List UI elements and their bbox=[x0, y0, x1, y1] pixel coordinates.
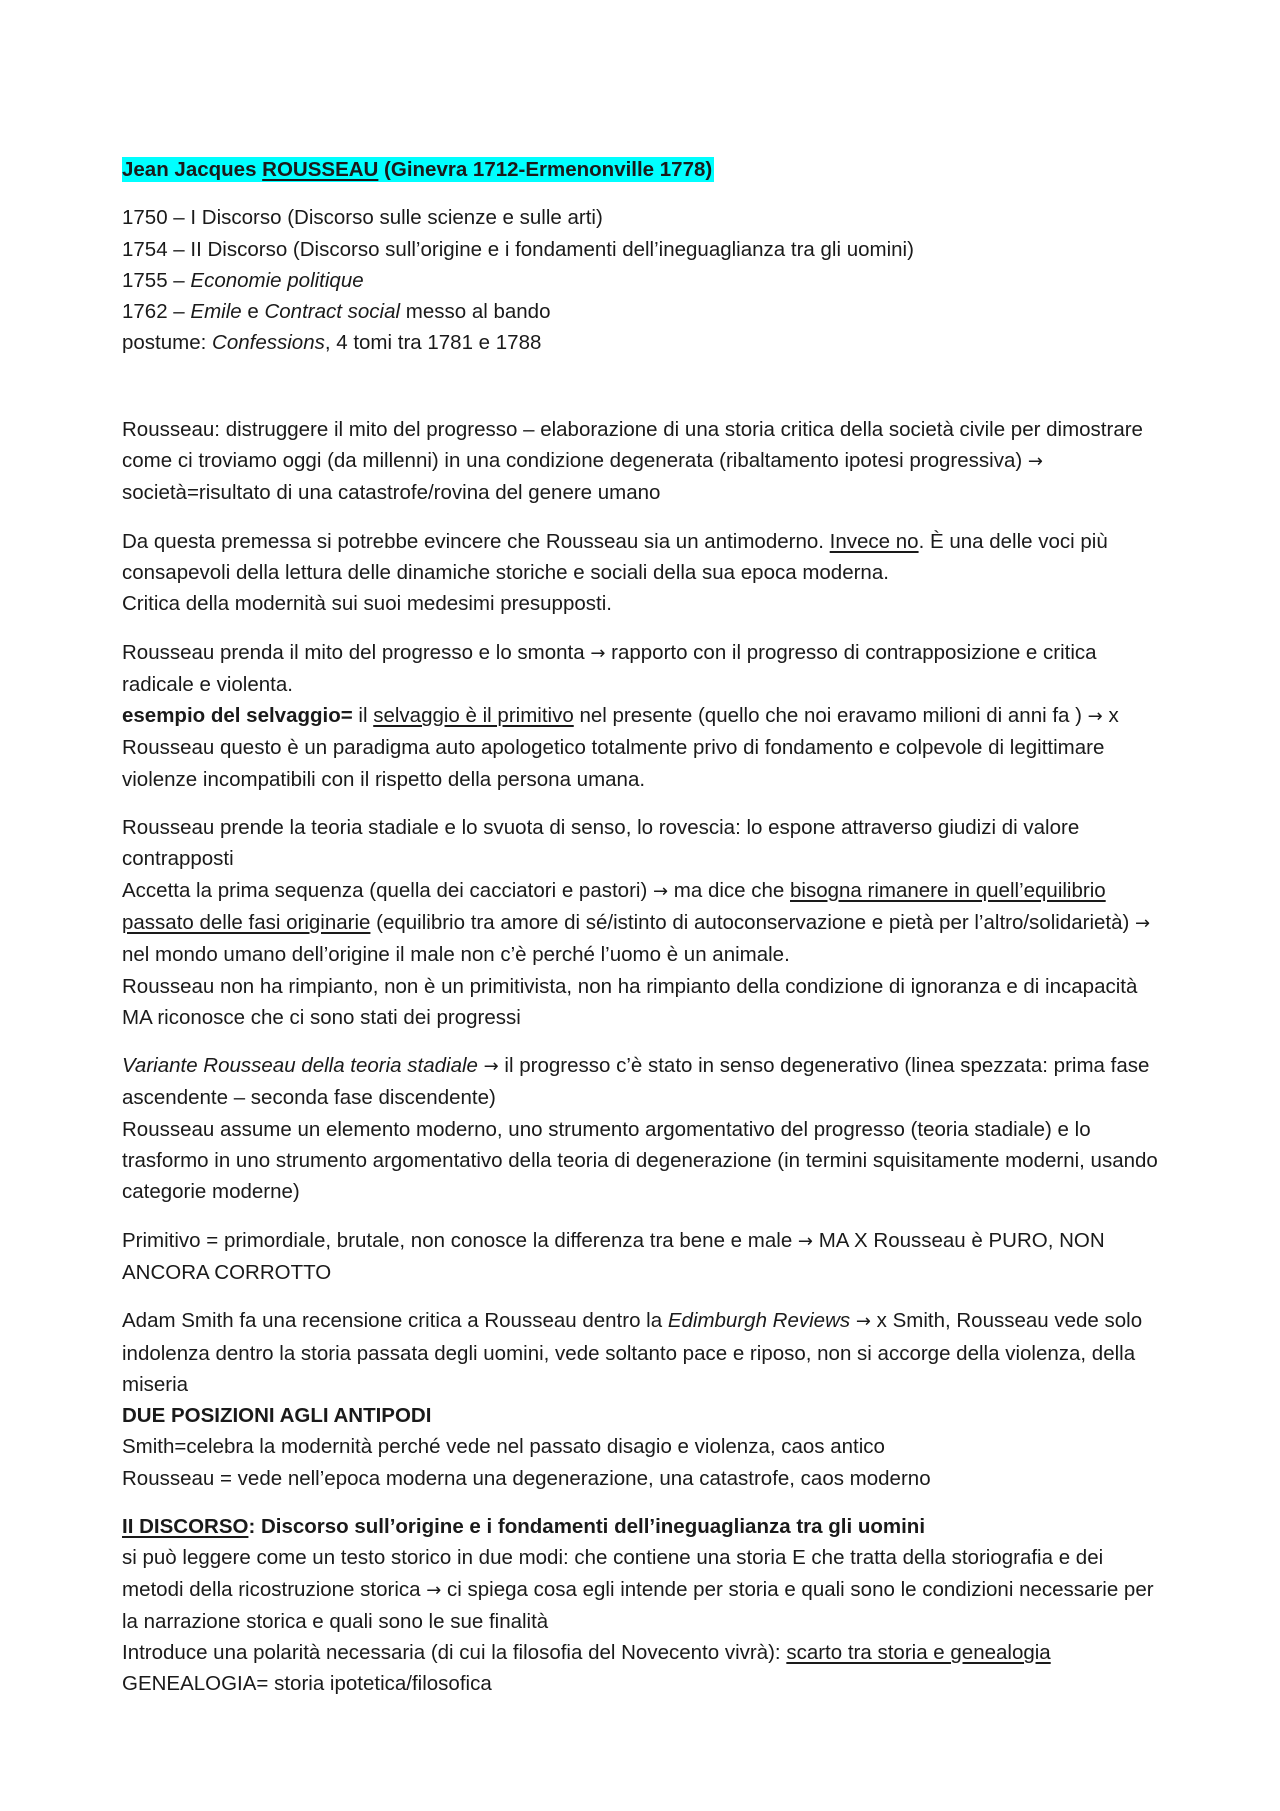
title-highlight bbox=[122, 157, 714, 182]
paragraph-adam-smith: Adam Smith fa una recensione critica a Rousseau dentro la Edimburgh Reviews → x Smith, Rousseau vede solo indolenza dentro la storia passata degli uomini, vede soltanto pace e riposo, non si accorge della violenza, della miseria DUE POSIZIONI AGLI ANTIPODI Smith=celebra la modernità perché vede nel passato disagio e violenza, caos antico Rousseau = vede nell’epoca moderna una degenerazione, una catastrofe, caos moderno bbox=[122, 1309, 1143, 1490]
chronology-line-1750: 1750 – I Discorso (Discorso sulle scienze e sulle arti) bbox=[122, 206, 603, 230]
chronology-line-1755: 1755 – Economie politique bbox=[122, 268, 364, 292]
paragraph-stadial-theory: Rousseau prende la teoria stadiale e lo svuota di senso, lo rovescia: lo espone attraverso giudizi di valore contrapposti Accetta la prima sequenza (quella dei cacciatori e pastori) → ma dice che bisogna rimanere in quell’equilibrio passato delle fasi originarie (equilibrio tra amore di sé/istinto di autoconservazione e pietà per l’altro/solidarietà) → nel mondo umano dell’origine il male non c’è perché l’uomo è un animale. Rousseau non ha rimpianto, non è un primitivista, non ha rimpianto della condizione di ignoranza e di incapacità MA riconosce che ci sono stati dei progressi bbox=[122, 816, 1151, 1029]
paragraph-rousseau-variant: Variante Rousseau della teoria stadiale → il progresso c’è stato in senso degenerativo (linea spezzata: prima fase ascendente – seconda fase discendente) Rousseau assume un elemento moderno, uno strumento argomentativo del progresso (teoria stadiale) e lo trasformo in uno strumento argomentativo della teoria di degenerazione (in termini squisitamente moderni, usando categorie moderne) bbox=[122, 1054, 1158, 1204]
arrow-icon: → bbox=[797, 1230, 814, 1252]
title-name: ROUSSEAU bbox=[262, 158, 379, 181]
arrow-icon: → bbox=[426, 1579, 442, 1601]
arrow-icon: → bbox=[653, 880, 669, 902]
page-content bbox=[122, 154, 1167, 1717]
arrow-icon: → bbox=[1135, 912, 1151, 934]
arrow-icon: → bbox=[1087, 706, 1103, 728]
arrow-icon: → bbox=[590, 642, 606, 664]
arrow-icon: → bbox=[1027, 451, 1043, 473]
chronology-block bbox=[122, 202, 1167, 358]
title-prefix: Jean Jacques bbox=[122, 158, 263, 181]
paragraph-savage-example: Rousseau prenda il mito del progresso e lo smonta → rapporto con il progresso di contrapposizione e critica radicale e violenta. esempio del selvaggio= il selvaggio è il primitivo nel presente (quello che noi eravamo milioni di anni fa ) → x Rousseau questo è un paradigma auto apologetico totalmente privo di fondamento e colpevole di legittimare violenze incompatibili con il rispetto della persona umana. bbox=[122, 640, 1119, 791]
paragraph-antimodern: Da questa premessa si potrebbe evincere che Rousseau sia un antimoderno. Invece no. È una delle voci più consapevoli della lettura delle dinamiche storiche e sociali della sua epoca moderna. Critica della modernità sui suoi medesimi presupposti. bbox=[122, 529, 1108, 616]
spacer bbox=[122, 376, 1167, 414]
chronology-line-1762: 1762 – Emile e Contract social messo al bando bbox=[122, 300, 551, 324]
arrow-icon: → bbox=[483, 1056, 499, 1078]
chronology-line-postume: postume: Confessions, 4 tomi tra 1781 e 1788 bbox=[122, 331, 542, 355]
document-title bbox=[122, 154, 1167, 185]
chronology-line-1754: 1754 – II Discorso (Discorso sull’origine e i fondamenti dell’ineguaglianza tra gli uomini) bbox=[122, 237, 914, 261]
title-suffix: (Ginevra 1712-Ermenonville 1778) bbox=[378, 158, 713, 181]
paragraph-myth-of-progress: Rousseau: distruggere il mito del progresso – elaborazione di una storia critica della società civile per dimostrare come ci troviamo oggi (da millenni) in una condizione degenerata (ribaltamento ipotesi progressiva) → società=risultato di una catastrofe/rovina del genere umano bbox=[122, 417, 1143, 505]
paragraph-primitive: Primitivo = primordiale, brutale, non conosce la differenza tra bene e male → MA X Rousseau è PURO, NON ANCORA CORROTTO bbox=[122, 1228, 1105, 1284]
paragraph-second-discourse: II DISCORSO: Discorso sull’origine e i fondamenti dell’ineguaglianza tra gli uomini si può leggere come un testo storico in due modi: che contiene una storia E che tratta della storiografia e dei metodi della ricostruzione storica → ci spiega cosa egli intende per storia e quali sono le condizioni necessarie per la narrazione storica e quali sono le sue finalità Introduce una polarità necessaria (di cui la filosofia del Novecento vivrà): scarto tra storia e genealogia GENEALOGIA= storia ipotetica/filosofica bbox=[122, 1514, 1154, 1696]
arrow-icon: → bbox=[855, 1311, 871, 1333]
